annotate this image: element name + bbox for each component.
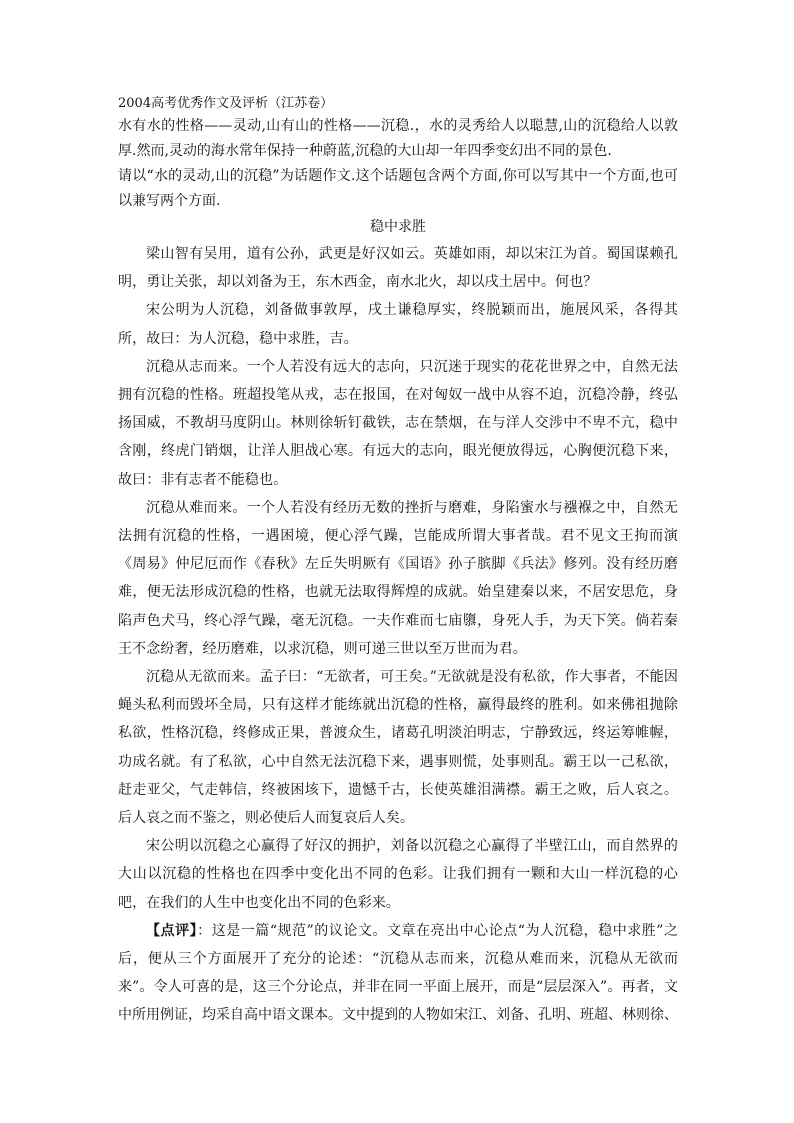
- comment-text: ：这是一篇“规范”的议论文。文章在亮出中心论点“为人沉稳，稳中求胜”之后，便从三个方面展开了充分的论述：“沉稳从志而来，沉稳从难而来，沉稳从无欲而来”。令人可喜的是，这三个分论点，并非在同一平面上展开，而是“层层深入”。再者，文中所用例证，均采自高中语文课本。文中提到的人物如宋江、刘备、孔明、班超、林则徐、: [118, 922, 678, 1024]
- document-header-title: 2004高考优秀作文及评析（江苏卷）: [118, 96, 334, 111]
- essay-paragraph-6: 宋公明以沉稳之心赢得了好汉的拥护，刘备以沉稳之心赢得了半壁江山，而自然界的大山以沉稳的性格也在四季中变化出不同的色彩。让我们拥有一颗和大山一样沉稳的心吧，在我们的人生中也变化出不同的色彩来。: [118, 838, 678, 911]
- prompt-paragraph-1: 水有水的性格——灵动,山有山的性格——沉稳.，水的灵秀给人以聪慧,山的沉稳给人以敦厚.然而,灵动的海水常年保持一种蔚蓝,沉稳的大山却一年四季变幻出不同的景色.: [118, 118, 678, 159]
- document-page: [118, 94, 678, 1030]
- comment-label: 【点评】: [146, 922, 198, 939]
- essay-title: 稳中求胜: [370, 219, 426, 235]
- essay-paragraph-4: 沉稳从难而来。一个人若没有经历无数的挫折与磨难，身陷蜜水与襁褓之中，自然无法拥有沉稳的性格，一遇困境，便心浮气躁，岂能成所谓大事者哉。君不见文王拘而演《周易》仲尼厄而作《春秋》左丘失明厥有《国语》孙子膑脚《兵法》修列。没有经历磨难，便无法形成沉稳的性格，也就无法取得辉煌的成就。始皇建秦以来，不居安思危，身陷声色犬马，终心浮气躁，毫无沉稳。一夫作难而七庙隳，身死人手，为天下笑。倘若秦王不念纷奢，经历磨难，以求沉稳，则可递三世以至万世而为君。: [118, 499, 678, 657]
- essay-paragraph-2: 宋公明为人沉稳，刘备做事敦厚，戌土谦稳厚实，终脱颖而出，施展风采，各得其所，故曰：为人沉稳，稳中求胜，吉。: [118, 302, 678, 347]
- essay-paragraph-3: 沉稳从志而来。一个人若没有远大的志向，只沉迷于现实的花花世界之中，自然无法拥有沉稳的性格。班超投笔从戎，志在报国，在对匈奴一战中从容不迫，沉稳冷静，终弘扬国威，不教胡马度阴山。林则徐斩钉截铁，志在禁烟，在与洋人交涉中不卑不亢，稳中含刚，终虎门销烟，让洋人胆战心寒。有远大的志向，眼光便放得远，心胸便沉稳下来，故曰：非有志者不能稳也。: [118, 358, 678, 488]
- essay-paragraph-1: 梁山智有吴用，道有公孙，武更是好汉如云。英雄如雨，却以宋江为首。蜀国谋赖孔明，勇让关张，却以刘备为王，东木西金，南水北火，却以戌土居中。何也？: [118, 246, 678, 291]
- comment-paragraph: [118, 917, 678, 1030]
- prompt-paragraph-2: 请以“水的灵动,山的沉稳”为话题作文.这个话题包含两个方面,你可以写其中一个方面,也可以兼写两个方面.: [118, 168, 678, 209]
- essay-paragraph-5: 沉稳从无欲而来。孟子曰：“无欲者，可王矣。”无欲就是没有私欲，作大事者，不能因蝇头私利而毁坏全局，只有这样才能练就出沉稳的性格，赢得最终的胜利。如来佛祖抛除私欲，性格沉稳，终修成正果，普渡众生，诸葛孔明淡泊明志，宁静致远，终运筹帷幄，功成名就。有了私欲，心中自然无法沉稳下来，遇事则慌，处事则乱。霸王以一己私欲，赶走亚父，气走韩信，终被困垓下，遗憾千古，长使英雄泪满襟。霸王之败，后人哀之。后人哀之而不鉴之，则必使后人而复哀后人矣。: [118, 669, 678, 827]
